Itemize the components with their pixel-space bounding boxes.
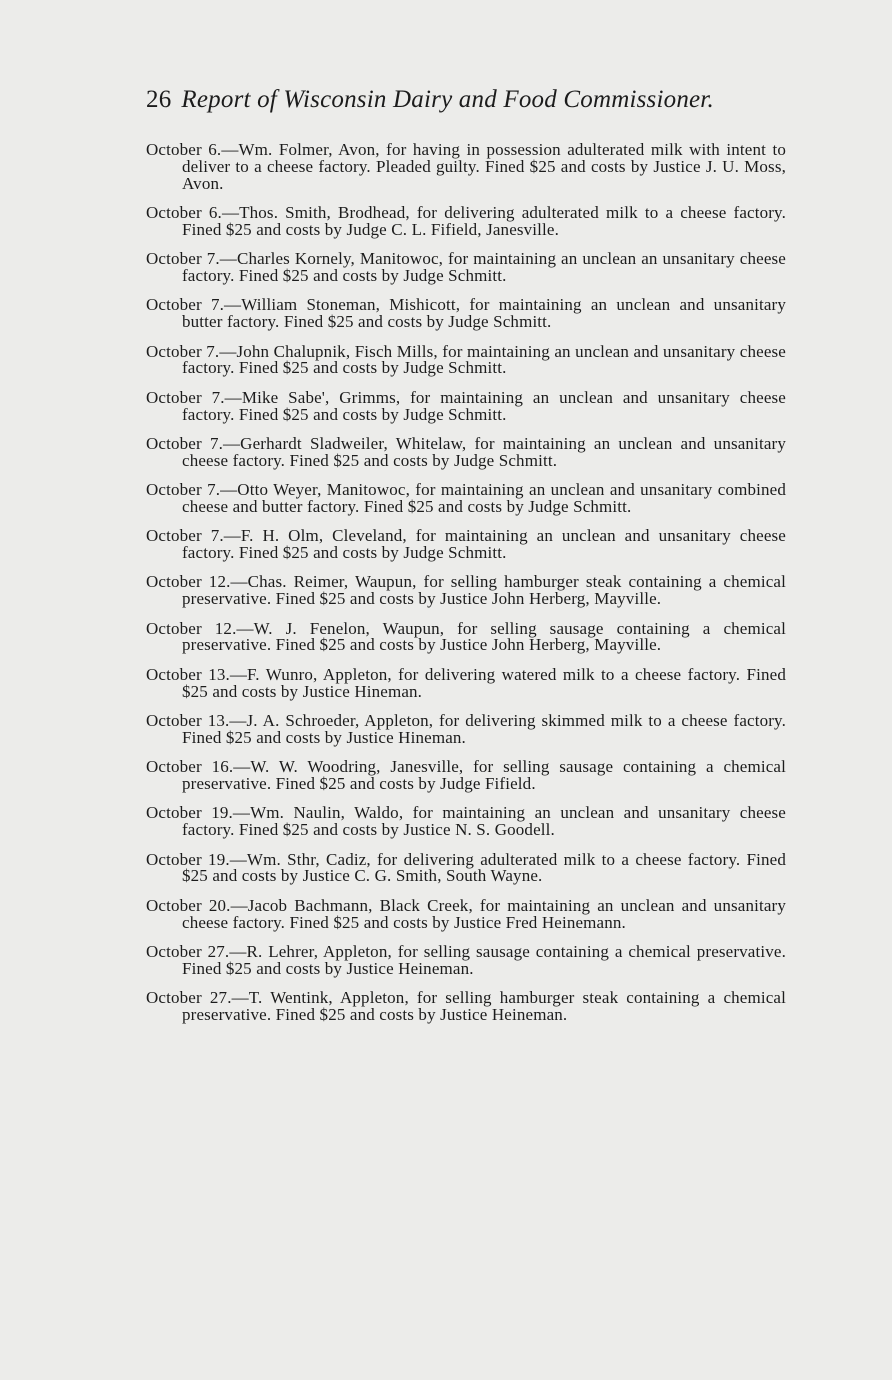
case-entry: October 16.—W. W. Woodring, Janesville, for selling sausage containing a chemical preservative. Fined $25 and costs by Judge Fifield. (146, 757, 786, 794)
case-entry: October 7.—Charles Kornely, Manitowoc, for maintaining an unclean an unsanitary cheese factory. Fined $25 and costs by Judge Schmitt. (146, 249, 786, 285)
case-entry: October 27.—T. Wentink, Appleton, for selling hamburger steak containing a chemical preservative. Fined $25 and costs by Justice Heineman. (146, 988, 786, 1024)
case-entry: October 7.—Gerhardt Sladweiler, Whitelaw, for maintaining an unclean and unsanitary cheese factory. Fined $25 and costs by Judge Schmitt. (146, 433, 786, 470)
case-entry: October 7.—Otto Weyer, Manitowoc, for maintaining an unclean and unsanitary combined cheese and butter factory. Fined $25 and costs by Judge Schmitt. (146, 480, 786, 516)
case-list (146, 142, 786, 1036)
case-entry: October 13.—F. Wunro, Appleton, for delivering watered milk to a cheese factory. Fined $25 and costs by Justice Hineman. (146, 664, 786, 701)
case-entry: October 12.—W. J. Fenelon, Waupun, for selling sausage containing a chemical preservative. Fined $25 and costs by Justice John Herberg, Mayville. (146, 618, 786, 655)
case-entry: October 7.—Mike Sabe', Grimms, for maintaining an unclean and unsanitary cheese factory. Fined $25 and costs by Judge Schmitt. (146, 387, 786, 424)
case-entry: October 7.—William Stoneman, Mishicott, for maintaining an unclean and unsanitary butter factory. Fined $25 and costs by Judge Schmitt. (146, 295, 786, 332)
case-entry: October 6.—Thos. Smith, Brodhead, for delivering adulterated milk to a cheese factory. Fined $25 and costs by Judge C. L. Fifield, Janesville. (146, 202, 786, 239)
case-entry: October 7.—F. H. Olm, Cleveland, for maintaining an unclean and unsanitary cheese factory. Fined $25 and costs by Judge Schmitt. (146, 526, 786, 563)
case-entry: October 12.—Chas. Reimer, Waupun, for selling hamburger steak containing a chemical preservative. Fined $25 and costs by Justice John Herberg, Mayville. (146, 572, 786, 609)
running-head (146, 86, 786, 114)
case-entry: October 6.—Wm. Folmer, Avon, for having in possession adulterated milk with intent to deliver to a cheese factory. Pleaded guilty. Fined $25 and costs by Justice J. U. Moss, Avon. (146, 140, 786, 193)
case-entry: October 7.—John Chalupnik, Fisch Mills, for maintaining an unclean and unsanitary cheese factory. Fined $25 and costs by Judge Schmitt. (146, 341, 786, 378)
case-entry: October 19.—Wm. Naulin, Waldo, for maintaining an unclean and unsanitary cheese factory. Fined $25 and costs by Justice N. S. Goodell. (146, 803, 786, 840)
case-entry: October 20.—Jacob Bachmann, Black Creek, for maintaining an unclean and unsanitary cheese factory. Fined $25 and costs by Justice Fred Heinemann. (146, 895, 786, 932)
page-number: 26 (146, 86, 172, 113)
case-entry: October 13.—J. A. Schroeder, Appleton, for delivering skimmed milk to a cheese factory. Fined $25 and costs by Justice Hineman. (146, 711, 786, 747)
case-entry: October 27.—R. Lehrer, Appleton, for selling sausage containing a chemical preservative. Fined $25 and costs by Justice Heineman. (146, 941, 786, 978)
case-entry: October 19.—Wm. Sthr, Cadiz, for delivering adulterated milk to a cheese factory. Fined $25 and costs by Justice C. G. Smith, South Wayne. (146, 849, 786, 886)
page-title: Report of Wisconsin Dairy and Food Commissioner. (181, 86, 714, 113)
